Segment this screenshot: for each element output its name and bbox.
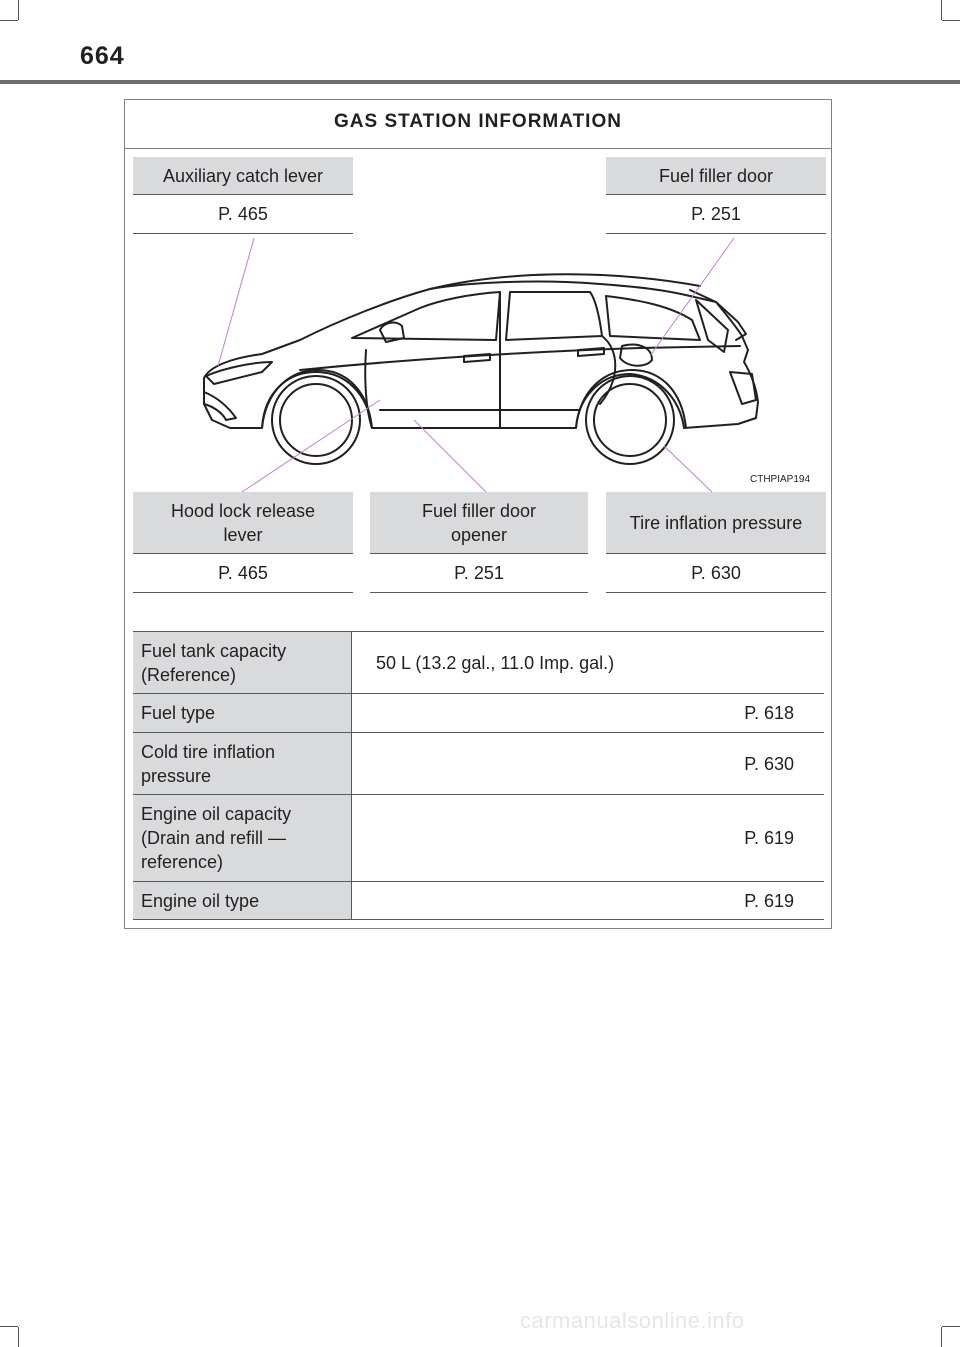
callout-fuel-filler-door (606, 157, 826, 234)
table-row (133, 694, 824, 733)
rear-door-line (600, 336, 615, 404)
leader-line-fuel-opener (414, 420, 486, 492)
door-handle (578, 348, 604, 356)
callout-fuel-filler-door-opener (370, 492, 588, 593)
spec-value: 50 L (13.2 gal., 11.0 Imp. gal.) (376, 652, 615, 673)
callout-label: Fuel filler door opener (370, 492, 588, 554)
spec-name: Fuel type (133, 694, 352, 732)
page-number: 664 (80, 42, 125, 70)
callout-page-ref: P. 465 (133, 195, 353, 234)
headlight (206, 362, 272, 384)
leader-line-aux-catch (218, 238, 254, 366)
callout-label: Fuel filler door (606, 157, 826, 195)
spec-name: Cold tire inflation pressure (133, 733, 352, 794)
spec-table (133, 631, 824, 920)
spec-value: P. 618 (744, 703, 794, 723)
table-row (133, 882, 824, 920)
callout-page-ref: P. 251 (606, 195, 826, 234)
callout-page-ref: P. 465 (133, 554, 353, 593)
leader-line-tire (664, 446, 712, 492)
table-row (133, 733, 824, 795)
quarter-window (606, 296, 700, 340)
callout-label: Tire inflation pressure (606, 492, 826, 554)
rear-wheel (576, 370, 686, 464)
table-row (133, 632, 824, 694)
spec-value: P. 630 (744, 753, 794, 774)
callout-page-ref: P. 630 (606, 554, 826, 593)
spec-name: Engine oil capacity (Drain and refill — reference) (133, 795, 352, 881)
callout-auxiliary-catch-lever (133, 157, 353, 234)
leader-line-hood-lock (242, 400, 380, 492)
spec-name: Engine oil type (133, 882, 352, 919)
callout-tire-inflation-pressure (606, 492, 826, 593)
front-wheel (262, 370, 372, 464)
callout-label: Hood lock release lever (133, 492, 353, 554)
taillight (730, 372, 756, 404)
rear-door-window (506, 292, 602, 340)
spec-value: P. 619 (744, 890, 794, 911)
callout-hood-lock-release-lever (133, 492, 353, 593)
table-row (133, 795, 824, 882)
windshield-line (352, 292, 500, 340)
leader-line-fuel-door (650, 238, 734, 356)
spec-name: Fuel tank capacity (Reference) (133, 632, 352, 693)
door-handle (464, 354, 490, 362)
illustration-code: CTHPIAP194 (750, 474, 811, 485)
panel-title: GAS STATION INFORMATION (125, 100, 831, 149)
watermark: carmanualsonline.info (520, 1308, 745, 1333)
callout-label: Auxiliary catch lever (133, 157, 353, 195)
spec-value: P. 619 (744, 828, 794, 848)
callout-page-ref: P. 251 (370, 554, 588, 593)
